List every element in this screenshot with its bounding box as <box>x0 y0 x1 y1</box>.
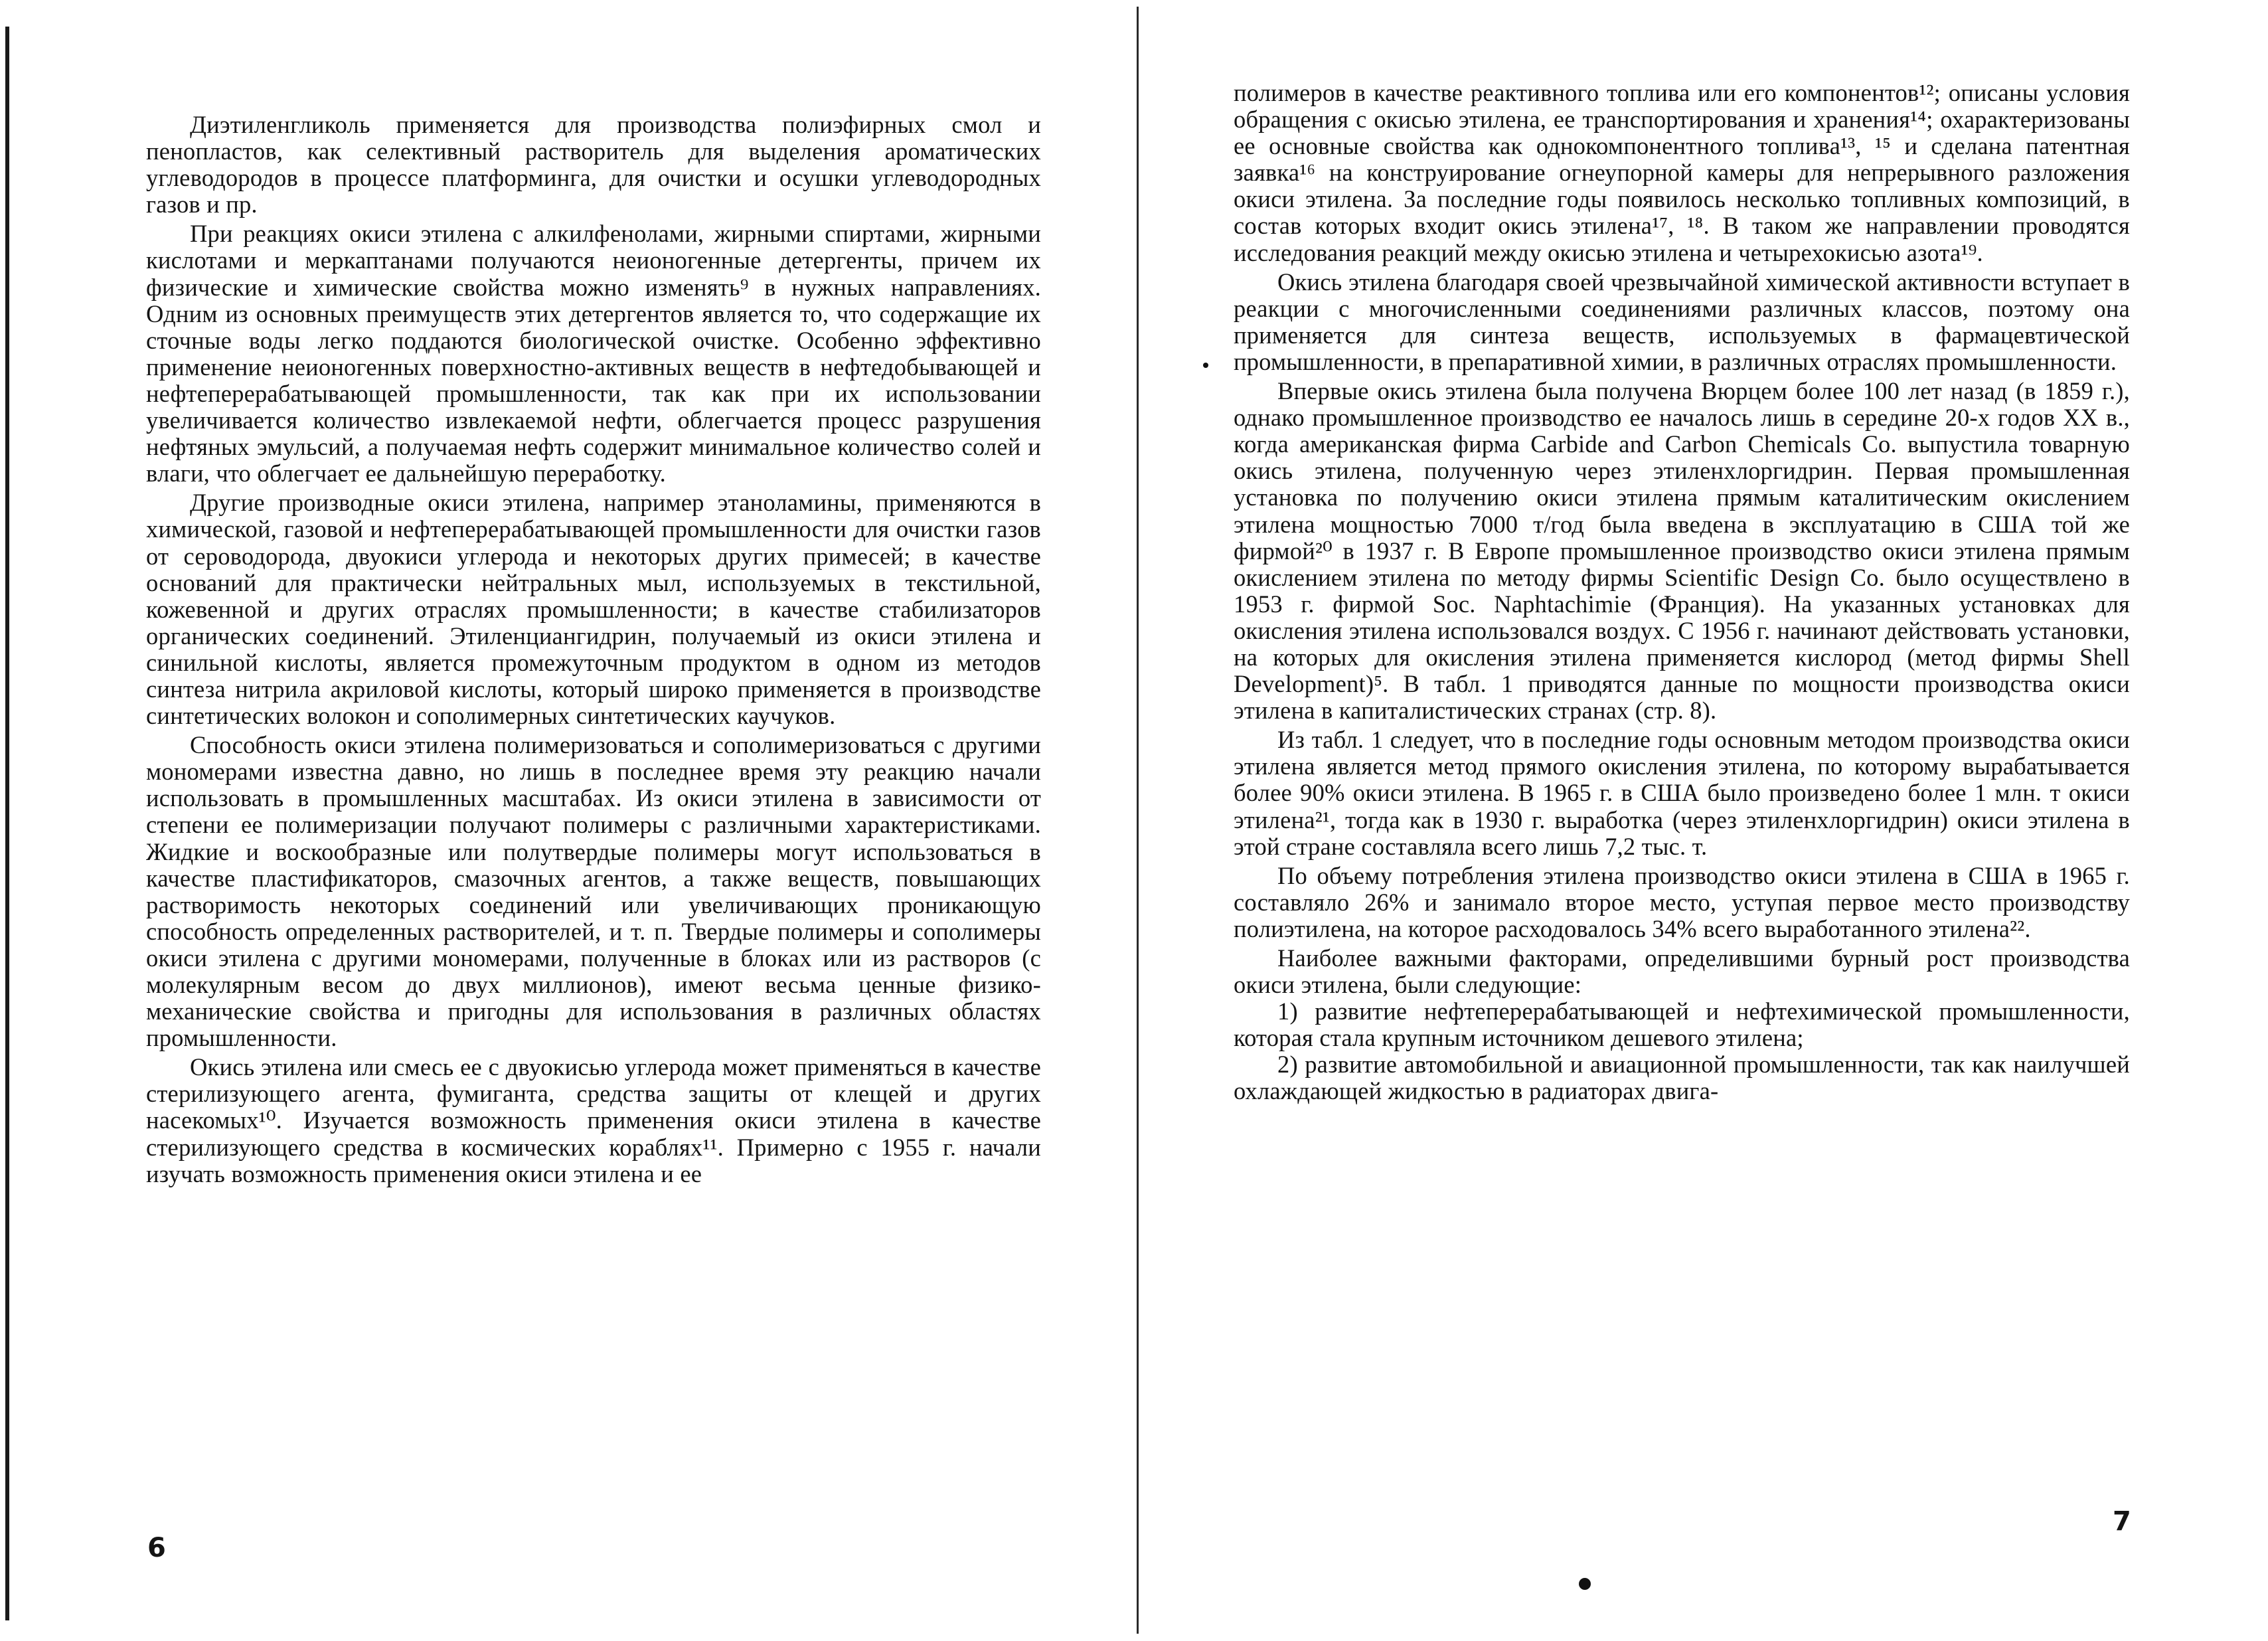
right-paragraph-4: Из табл. 1 следует, что в последние годы основным методом производства окиси этилена является метод прямого окисления этилена, по которому вырабатывается более 90% окиси этилена. В 1965 г. в США было произведено более 1 млн. т окиси этилена²¹, тогда как в 1930 г. выработка (через этиленхлоргидрин) окиси этилена в этой стране составляла всего лишь 7,2 тыс. т. <box>1234 726 2130 860</box>
left-paragraph-5: Окись этилена или смесь ее с двуокисью углерода может применяться в качестве стерилизующего агента, фумиганта, средства защиты от клещей и других насекомых¹⁰. Изучается возможность применения окиси этилена в качестве стерилизующего средства в космических кораблях¹¹. Примерно с 1955 г. начали изучать возможность применения окиси этилена и ее <box>146 1053 1041 1187</box>
left-paragraph-1: Диэтиленгликоль применяется для производства полиэфирных смол и пенопластов, как селективный растворитель для выделения ароматических углеводородов в процессе платформинга, для очистки и осушки углеводородных газов и пр. <box>146 111 1041 218</box>
right-list-item-2: 2) развитие автомобильной и авиационной промышленности, так как наилучшей охлаждающей жидкостью в радиаторах двига- <box>1234 1051 2130 1105</box>
right-paragraph-6: Наиболее важными факторами, определившими бурный рост производства окиси этилена, были следующие: <box>1234 944 2130 999</box>
print-speck <box>1579 1578 1591 1590</box>
right-list-item-1: 1) развитие нефтеперерабатывающей и нефтехимической промышленности, которая стала крупным источником дешевого этилена; <box>1234 997 2130 1052</box>
left-paragraph-2: При реакциях окиси этилена с алкилфенолами, жирными спиртами, жирными кислотами и меркаптанами получаются неионогенные детергенты, причем их физические и химические свойства можно изменять⁹ в нужных направлениях. Одним из основных преимуществ этих детергентов является то, что содержащие их сточные воды легко поддаются биологической очистке. Особенно эффективно применение неионогенных поверхностно-активных веществ в нефтедобывающей и нефтеперерабатывающей промышленности, так как при их использовании увеличивается количество извлекаемой нефти, облегчается процесс разрушения нефтяных эмульсий, а получаемая нефть содержит минимальное количество солей и влаги, что облегчает ее дальнейшую переработку. <box>146 220 1041 487</box>
page-number-left: 6 <box>147 1533 166 1563</box>
left-paragraph-3: Другие производные окиси этилена, например этаноламины, применяются в химической, газовой и нефтеперерабатывающей промышленности для очистки газов от сероводорода, двуокиси углерода и некоторых других примесей; в качестве оснований для практически нейтральных мыл, используемых в текстильной, кожевенной и других отраслях промышленности; в качестве стабилизаторов органических соединений. Этиленциангидрин, получаемый из окиси этилена и синильной кислоты, является промежуточным продуктом в одном из методов синтеза нитрила акриловой кислоты, который широко применяется в производстве синтетических волокон и сополимерных синтетических каучуков. <box>146 489 1041 730</box>
page-edge-shadow <box>5 27 9 1620</box>
left-page <box>146 112 1041 1573</box>
book-gutter <box>1137 7 1139 1634</box>
right-page <box>1234 80 2130 1581</box>
page-number-right: 7 <box>2113 1506 2131 1537</box>
right-paragraph-5: По объему потребления этилена производство окиси этилена в США в 1965 г. составляло 26% и занимало второе место, уступая первое место производству полиэтилена, на которое расходовалось 34% всего выработанного этилена²². <box>1234 861 2130 942</box>
right-paragraph-3: Впервые окись этилена была получена Вюрцем более 100 лет назад (в 1859 г.), однако промышленное производство ее началось лишь в середине 20-х годов XX в., когда американская фирма Carbide and Carbon Chemicals Co. выпустила товарную окись этилена, полученную через этиленхлоргидрин. Первая промышленная установка по получению окиси этилена прямым каталитическим окислением этилена мощностью 7000 т/год была введена в эксплуатацию в США той же фирмой²⁰ в 1937 г. В Европе промышленное производство окиси этилена прямым окислением этилена по методу фирмы Scientific Design Co. было осуществлено в 1953 г. фирмой Soc. Naphtachimie (Франция). На указанных установках для окисления этилена использовался воздух. С 1956 г. начинают действовать установки, на которых для окисления этилена применяется кислород (метод фирмы Shell Development)⁵. В табл. 1 приводятся данные по мощности производства окиси этилена в капиталистических странах (стр. 8). <box>1234 377 2130 725</box>
right-paragraph-1: полимеров в качестве реактивного топлива или его компонентов¹²; описаны условия обращения с окисью этилена, ее транспортирования и хранения¹⁴; охарактеризованы ее основные свойства как однокомпонентного топлива¹³, ¹⁵ и сделана патентная заявка¹⁶ на конструирование огнеупорной камеры для непрерывного разложения окиси этилена. За последние годы появилось несколько топливных композиций, в состав которых входит окись этилена¹⁷, ¹⁸. В таком же направлении проводятся исследования реакций между окисью этилена и четырехокисью азота¹⁹. <box>1234 79 2130 266</box>
left-paragraph-4: Способность окиси этилена полимеризоваться и сополимеризоваться с другими мономерами известна давно, но лишь в последнее время эту реакцию начали использовать в промышленных масштабах. Из окиси этилена в зависимости от степени ее полимеризации получают полимеры с различными характеристиками. Жидкие и воскообразные или полутвердые полимеры могут использоваться в качестве пластификаторов, смазочных агентов, а также веществ, повышающих растворимость некоторых соединений или увеличивающих проникающую способность определенных растворителей, и т. п. Твердые полимеры и сополимеры окиси этилена с другими мономерами, полученные в блоках или из растворов (с молекулярным весом до двух миллионов), имеют весьма ценные физико-механические свойства и пригодны для использования в различных областях промышленности. <box>146 731 1041 1052</box>
print-speck <box>1203 363 1208 368</box>
right-paragraph-2: Окись этилена благодаря своей чрезвычайной химической активности вступает в реакции с многочисленными соединениями различных классов, поэтому она применяется для синтеза веществ, используемых в фармацевтической промышленности, в препаративной химии, в различных отраслях промышленности. <box>1234 268 2130 375</box>
